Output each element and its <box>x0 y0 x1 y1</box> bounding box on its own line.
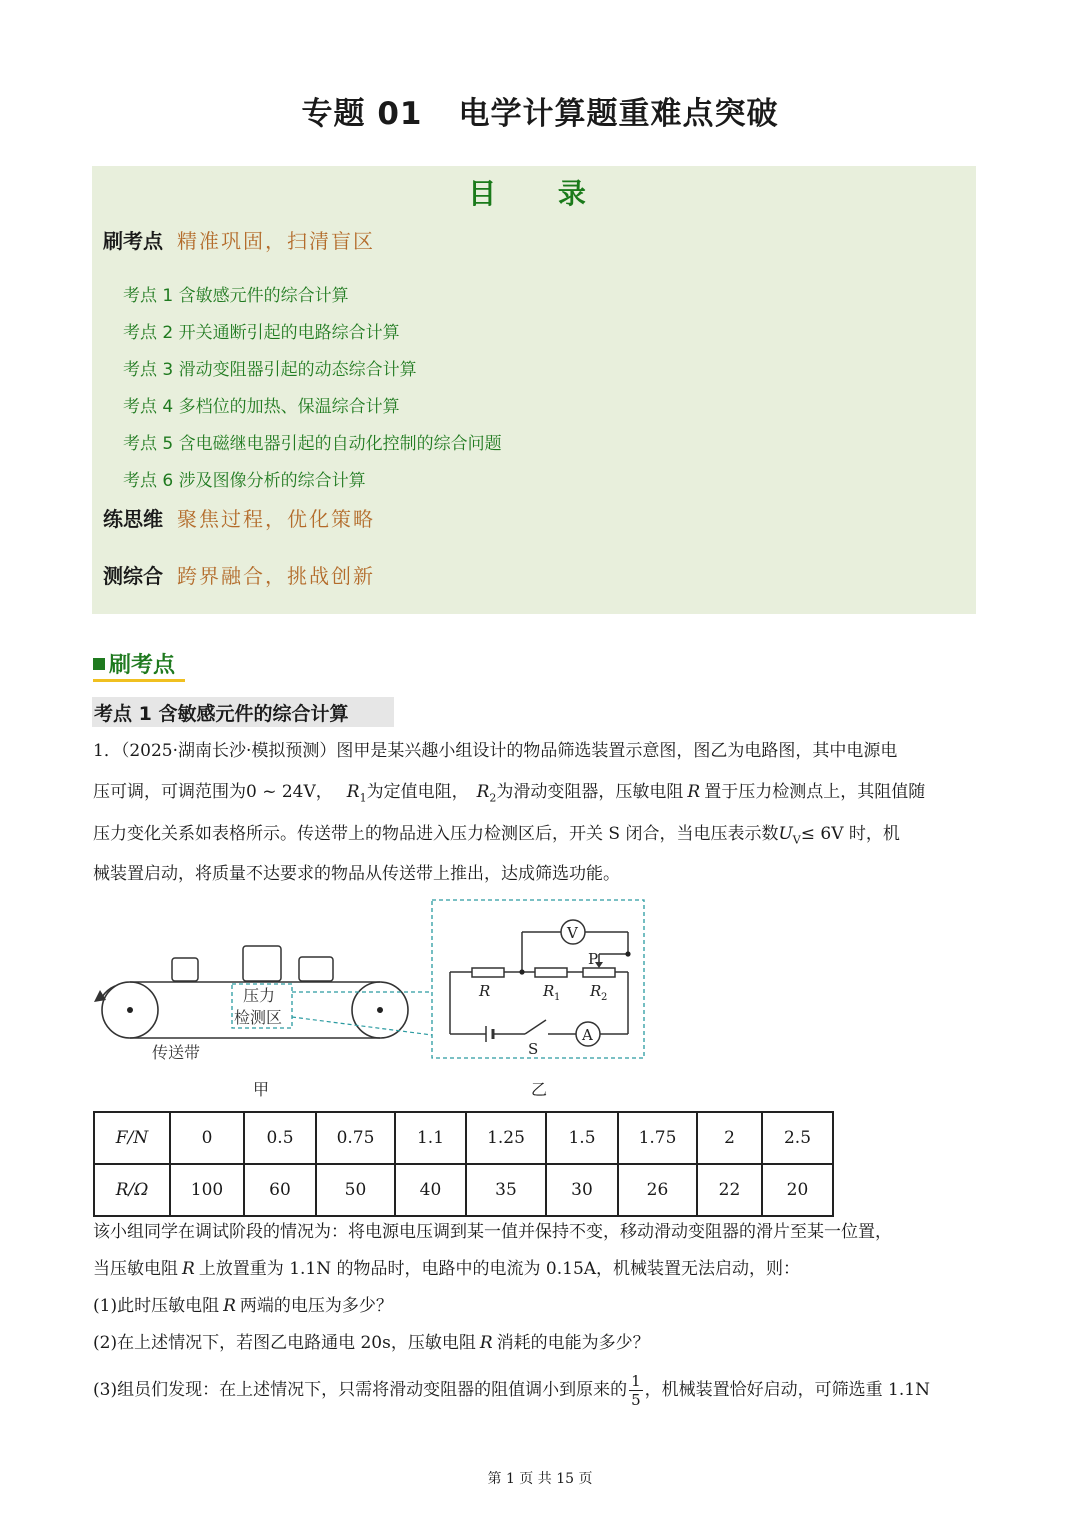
item-box-3 <box>299 957 333 981</box>
toc-section-label: 测综合 <box>103 564 163 588</box>
table-cell: 2.5 <box>762 1112 833 1164</box>
page-title <box>0 88 1080 133</box>
table-cell: 2 <box>697 1112 762 1164</box>
toc-item-kaodian-3[interactable]: 考点 3 滑动变阻器引起的动态综合计算 <box>123 360 417 380</box>
toc-item-kaodian-1[interactable]: 考点 1 含敏感元件的综合计算 <box>123 286 349 306</box>
belt-label: 传送带 <box>152 1043 201 1062</box>
toc-section-subtitle: 跨界融合，挑战创新 <box>177 564 375 588</box>
section-heading-underline <box>93 679 185 682</box>
section-heading-text: 刷考点 <box>109 653 176 678</box>
problem-line-3: 压力变化关系如表格所示。传送带上的物品进入压力检测区后，开关 S 闭合，当电压表示数$U_V\le 6V$ 时，机 <box>93 824 900 847</box>
toc-section-shuakaodian[interactable] <box>103 225 375 254</box>
title-text: 电学计算题重难点突破 <box>458 96 779 132</box>
voltmeter-label: V <box>567 924 578 942</box>
toc-section-label: 刷考点 <box>103 229 163 253</box>
pulley-center-left <box>127 1007 133 1013</box>
question-3: (3)组员们发现：在上述情况下，只需将滑动变阻器的阻值调小到原来的 $\frac{1}{5}$ ，机械装置恰好启动，可筛选重 1.1N <box>93 1372 930 1409</box>
kaodian-title: 考点 1 含敏感元件的综合计算 <box>94 703 349 725</box>
table-cell: 100 <box>170 1164 244 1216</box>
problem-line-1: 1．（2025·湖南长沙·模拟预测）图甲是某兴趣小组设计的物品筛选装置示意图，图乙为电路图，其中电源电 <box>93 741 898 761</box>
title-number: 专题 01 <box>301 96 423 132</box>
zone-label-line1: 压力 <box>243 986 276 1005</box>
toc-section-label: 练思维 <box>103 507 163 531</box>
table-cell: 26 <box>618 1164 697 1216</box>
table-cell: 40 <box>395 1164 466 1216</box>
question-1: (1)此时压敏电阻 R 两端的电压为多少？ <box>93 1296 393 1316</box>
table-cell: 1.25 <box>466 1112 546 1164</box>
toc-section-liansiwei[interactable] <box>103 503 375 532</box>
table-cell: 22 <box>697 1164 762 1216</box>
item-box-1 <box>172 958 198 981</box>
ammeter-label: A <box>582 1026 593 1044</box>
resistor-r1-subscript: 1 <box>554 992 561 1003</box>
condition-line-2: 当压敏电阻 R 上放置重为 1.1N 的物品时，电路中的电流为 0.15A，机械装置无法启动，则： <box>93 1259 801 1279</box>
toc-section-ceozonghe[interactable] <box>103 560 375 589</box>
toc-item-kaodian-4[interactable]: 考点 4 多档位的加热、保温综合计算 <box>123 397 400 417</box>
table-cell: 60 <box>244 1164 316 1216</box>
resistor-r1-label: R <box>543 982 555 1000</box>
problem-line-2: 压可调，可调范围为0 ~ 24V， $R_1$为定值电阻， $R_2$为滑动变阻器，压敏电阻 R 置于压力检测点上，其阻值随 <box>93 782 926 805</box>
table-cell: 0.75 <box>316 1112 395 1164</box>
switch-label: S <box>528 1040 539 1058</box>
resistor-r2-label: R <box>590 982 602 1000</box>
toc-item-kaodian-5[interactable]: 考点 5 含电磁继电器引起的自动化控制的综合问题 <box>123 434 502 454</box>
toc-item-kaodian-6[interactable]: 考点 6 涉及图像分析的综合计算 <box>123 471 366 491</box>
pulley-center-right <box>377 1007 383 1013</box>
table-cell: 30 <box>546 1164 618 1216</box>
table-cell: 1.5 <box>546 1112 618 1164</box>
table-cell: 35 <box>466 1164 546 1216</box>
slider-label: P <box>588 950 599 968</box>
figure-conveyor-and-circuit <box>80 892 660 1104</box>
toc-heading: 目 录 <box>468 177 612 210</box>
table-cell: 1.1 <box>395 1112 466 1164</box>
table-row-force <box>94 1112 833 1164</box>
table-header-cell: R/Ω <box>94 1164 170 1216</box>
section-heading <box>93 648 175 679</box>
table-header-cell: F/N <box>94 1112 170 1164</box>
toc-section-subtitle: 聚焦过程，优化策略 <box>177 507 375 531</box>
toc-item-kaodian-2[interactable]: 考点 2 开关通断引起的电路综合计算 <box>123 323 400 343</box>
table-cell: 1.75 <box>618 1112 697 1164</box>
figure-caption-jia: 甲 <box>253 1080 270 1099</box>
condition-line-1: 该小组同学在调试阶段的情况为：将电源电压调到某一值并保持不变，移动滑动变阻器的滑片至某一位置， <box>93 1222 892 1242</box>
question-2: (2)在上述情况下，若图乙电路通电 20s，压敏电阻 R 消耗的电能为多少？ <box>93 1333 650 1353</box>
resistor-r-label: R <box>479 982 491 1000</box>
square-bullet-icon <box>93 658 105 670</box>
table-cell: 0 <box>170 1112 244 1164</box>
toc-section-subtitle: 精准巩固，扫清盲区 <box>177 229 375 253</box>
figure-caption-yi: 乙 <box>531 1080 548 1099</box>
fraction-one-fifth: $\frac{1}{5}$ <box>631 1372 641 1409</box>
force-resistance-table <box>93 1111 834 1217</box>
zone-label-line2: 检测区 <box>234 1008 283 1027</box>
table-cell: 0.5 <box>244 1112 316 1164</box>
problem-line-4: 械装置启动，将质量不达要求的物品从传送带上推出，达成筛选功能。 <box>93 864 620 884</box>
resistor-r2-subscript: 2 <box>601 992 608 1003</box>
table-cell: 50 <box>316 1164 395 1216</box>
table-cell: 20 <box>762 1164 833 1216</box>
item-box-2 <box>243 946 281 981</box>
page-footer: 第 1 页 共 15 页 <box>487 1471 593 1487</box>
circuit-diagram <box>450 932 628 1042</box>
table-row-resistance <box>94 1164 833 1216</box>
